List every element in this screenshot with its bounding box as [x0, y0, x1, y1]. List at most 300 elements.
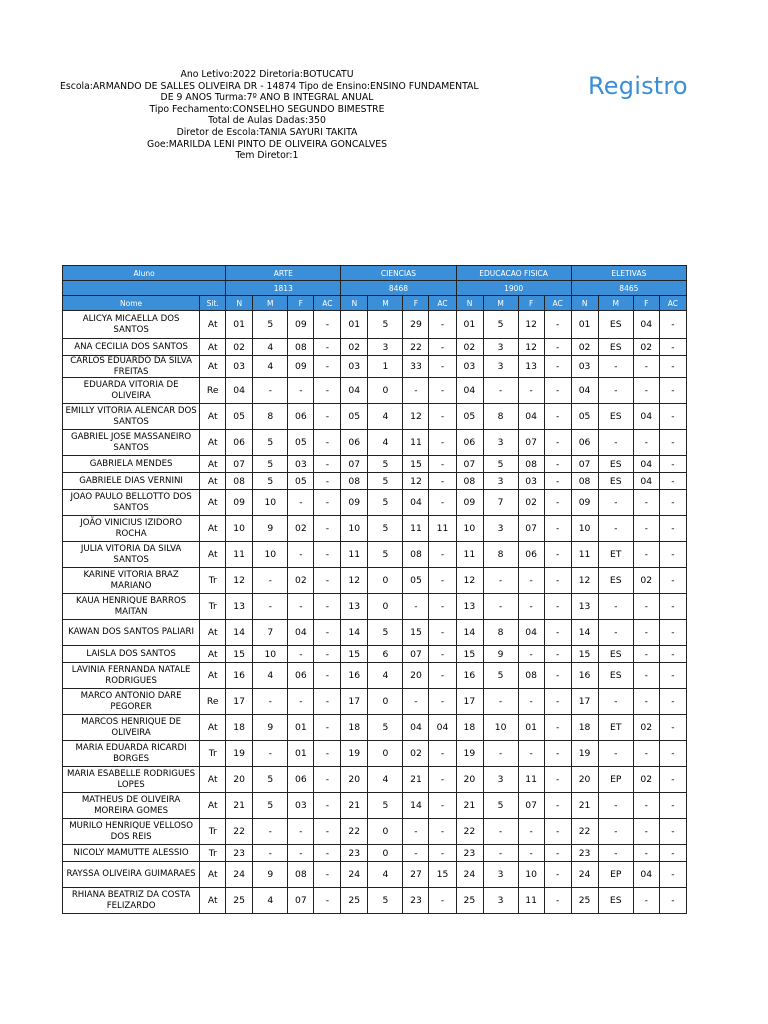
student-name: ALICYA MICAELLA DOS SANTOS: [63, 311, 200, 339]
ciencias-f-cell: -: [403, 845, 429, 862]
edfis-f-cell: 06: [518, 542, 544, 568]
eletivas-f-cell: -: [633, 663, 659, 689]
arte-ac-cell: -: [314, 793, 341, 819]
arte-f-cell: 06: [288, 767, 314, 793]
edfis-n-cell: 20: [456, 767, 483, 793]
arte-ac-cell: -: [314, 430, 341, 456]
col-header-ciencias-f: F: [403, 296, 429, 311]
eletivas-f-cell: 04: [633, 456, 659, 473]
student-situation: Tr: [200, 594, 226, 620]
arte-m-cell: 4: [253, 339, 288, 356]
student-situation: At: [200, 663, 226, 689]
eletivas-f-cell: -: [633, 378, 659, 404]
eletivas-n-cell: 09: [571, 490, 598, 516]
eletivas-ac-cell: -: [659, 311, 686, 339]
arte-ac-cell: -: [314, 339, 341, 356]
ciencias-ac-cell: -: [429, 741, 456, 767]
ciencias-n-cell: 13: [341, 594, 368, 620]
ciencias-m-cell: 5: [368, 715, 403, 741]
arte-f-cell: 02: [288, 568, 314, 594]
eletivas-f-cell: -: [633, 594, 659, 620]
ciencias-ac-cell: -: [429, 568, 456, 594]
arte-f-cell: -: [288, 819, 314, 845]
header-row-columns: [63, 296, 687, 311]
edfis-m-cell: 8: [483, 404, 518, 430]
ciencias-f-cell: -: [403, 378, 429, 404]
ciencias-m-cell: 0: [368, 378, 403, 404]
arte-f-cell: 02: [288, 516, 314, 542]
student-name: EMILLY VITORIA ALENCAR DOS SANTOS: [63, 404, 200, 430]
col-header-edfis-m: M: [483, 296, 518, 311]
eletivas-n-cell: 22: [571, 819, 598, 845]
ciencias-m-cell: 5: [368, 473, 403, 490]
edfis-n-cell: 03: [456, 356, 483, 378]
edfis-n-cell: 16: [456, 663, 483, 689]
arte-ac-cell: -: [314, 594, 341, 620]
ciencias-m-cell: 5: [368, 793, 403, 819]
arte-ac-cell: -: [314, 767, 341, 793]
student-name: RHIANA BEATRIZ DA COSTA FELIZARDO: [63, 888, 200, 914]
col-header-eletivas-f: F: [633, 296, 659, 311]
student-situation: Tr: [200, 568, 226, 594]
header-line-escola: Escola:ARMANDO DE SALLES OLIVEIRA DR - 14874 Tipo de Ensino:ENSINO FUNDAMENTAL: [60, 80, 479, 92]
edfis-ac-cell: -: [544, 473, 571, 490]
ciencias-m-cell: 4: [368, 404, 403, 430]
ciencias-f-cell: 20: [403, 663, 429, 689]
ciencias-f-cell: 23: [403, 888, 429, 914]
ciencias-ac-cell: -: [429, 793, 456, 819]
table-row: [63, 646, 687, 663]
arte-m-cell: 9: [253, 715, 288, 741]
ciencias-f-cell: 04: [403, 715, 429, 741]
arte-m-cell: 5: [253, 311, 288, 339]
ciencias-m-cell: 5: [368, 311, 403, 339]
arte-f-cell: 06: [288, 404, 314, 430]
ciencias-f-cell: 22: [403, 339, 429, 356]
edfis-n-cell: 05: [456, 404, 483, 430]
arte-f-cell: 01: [288, 741, 314, 767]
eletivas-m-cell: -: [598, 490, 633, 516]
arte-ac-cell: -: [314, 311, 341, 339]
header-row-codes: [63, 281, 687, 296]
eletivas-ac-cell: -: [659, 568, 686, 594]
ciencias-ac-cell: -: [429, 620, 456, 646]
arte-m-cell: 5: [253, 473, 288, 490]
header-line-fechamento: Tipo Fechamento:CONSELHO SEGUNDO BIMESTRE: [149, 103, 385, 115]
arte-m-cell: 4: [253, 356, 288, 378]
arte-m-cell: 4: [253, 663, 288, 689]
arte-ac-cell: -: [314, 663, 341, 689]
ciencias-f-cell: -: [403, 594, 429, 620]
edfis-f-cell: 10: [518, 862, 544, 888]
arte-m-cell: -: [253, 845, 288, 862]
arte-f-cell: 04: [288, 620, 314, 646]
edfis-ac-cell: -: [544, 862, 571, 888]
eletivas-m-cell: ES: [598, 646, 633, 663]
eletivas-m-cell: -: [598, 689, 633, 715]
student-situation: At: [200, 542, 226, 568]
edfis-m-cell: -: [483, 689, 518, 715]
eletivas-n-cell: 10: [571, 516, 598, 542]
edfis-ac-cell: -: [544, 378, 571, 404]
ciencias-f-cell: 21: [403, 767, 429, 793]
edfis-m-cell: 10: [483, 715, 518, 741]
col-header-edfis-n: N: [456, 296, 483, 311]
ciencias-f-cell: 04: [403, 490, 429, 516]
edfis-ac-cell: -: [544, 888, 571, 914]
table-row: [63, 594, 687, 620]
eletivas-f-cell: -: [633, 646, 659, 663]
table-row: [63, 356, 687, 378]
table-row: [63, 715, 687, 741]
ciencias-m-cell: 5: [368, 490, 403, 516]
edfis-n-cell: 02: [456, 339, 483, 356]
arte-f-cell: -: [288, 378, 314, 404]
col-header-ciencias-n: N: [341, 296, 368, 311]
edfis-f-cell: 07: [518, 793, 544, 819]
student-name: EDUARDA VITORIA DE OLIVEIRA: [63, 378, 200, 404]
eletivas-n-cell: 08: [571, 473, 598, 490]
ciencias-ac-cell: -: [429, 888, 456, 914]
arte-m-cell: 5: [253, 767, 288, 793]
arte-m-cell: 5: [253, 430, 288, 456]
table-row: [63, 819, 687, 845]
ciencias-f-cell: 07: [403, 646, 429, 663]
student-name: JULIA VITORIA DA SILVA SANTOS: [63, 542, 200, 568]
eletivas-m-cell: ES: [598, 663, 633, 689]
student-name: MARIA EDUARDA RICARDI BORGES: [63, 741, 200, 767]
edfis-ac-cell: -: [544, 715, 571, 741]
edfis-f-cell: 07: [518, 430, 544, 456]
eletivas-f-cell: 04: [633, 473, 659, 490]
table-row: [63, 490, 687, 516]
ciencias-f-cell: 12: [403, 473, 429, 490]
arte-m-cell: -: [253, 568, 288, 594]
student-situation: At: [200, 490, 226, 516]
eletivas-ac-cell: -: [659, 689, 686, 715]
subject-educacao-fisica-code: 1900: [456, 281, 571, 296]
header-line-diretor: Diretor de Escola:TANIA SAYURI TAKITA: [176, 126, 358, 138]
student-situation: At: [200, 311, 226, 339]
table-row: [63, 620, 687, 646]
eletivas-ac-cell: -: [659, 620, 686, 646]
edfis-n-cell: 06: [456, 430, 483, 456]
edfis-m-cell: 8: [483, 620, 518, 646]
ciencias-n-cell: 12: [341, 568, 368, 594]
ciencias-n-cell: 08: [341, 473, 368, 490]
arte-f-cell: 03: [288, 793, 314, 819]
arte-n-cell: 07: [226, 456, 253, 473]
edfis-n-cell: 10: [456, 516, 483, 542]
edfis-m-cell: 3: [483, 888, 518, 914]
eletivas-f-cell: -: [633, 819, 659, 845]
student-situation: At: [200, 862, 226, 888]
student-situation: Tr: [200, 845, 226, 862]
student-name: NICOLY MAMUTTE ALESSIO: [63, 845, 200, 862]
ciencias-m-cell: 0: [368, 689, 403, 715]
edfis-m-cell: 3: [483, 862, 518, 888]
edfis-m-cell: 5: [483, 456, 518, 473]
arte-m-cell: 5: [253, 793, 288, 819]
arte-n-cell: 11: [226, 542, 253, 568]
arte-m-cell: -: [253, 741, 288, 767]
edfis-n-cell: 21: [456, 793, 483, 819]
ciencias-ac-cell: -: [429, 473, 456, 490]
col-header-eletivas-m: M: [598, 296, 633, 311]
edfis-n-cell: 19: [456, 741, 483, 767]
edfis-ac-cell: -: [544, 689, 571, 715]
arte-n-cell: 25: [226, 888, 253, 914]
arte-f-cell: -: [288, 646, 314, 663]
edfis-m-cell: 3: [483, 767, 518, 793]
eletivas-f-cell: -: [633, 356, 659, 378]
eletivas-ac-cell: -: [659, 819, 686, 845]
arte-n-cell: 23: [226, 845, 253, 862]
eletivas-ac-cell: -: [659, 430, 686, 456]
arte-n-cell: 01: [226, 311, 253, 339]
arte-f-cell: 05: [288, 430, 314, 456]
arte-f-cell: -: [288, 845, 314, 862]
edfis-ac-cell: -: [544, 741, 571, 767]
table-row: [63, 568, 687, 594]
arte-n-cell: 14: [226, 620, 253, 646]
table-row: [63, 767, 687, 793]
ciencias-n-cell: 18: [341, 715, 368, 741]
ciencias-f-cell: 15: [403, 456, 429, 473]
eletivas-ac-cell: -: [659, 594, 686, 620]
edfis-n-cell: 11: [456, 542, 483, 568]
ciencias-ac-cell: -: [429, 378, 456, 404]
arte-f-cell: 03: [288, 456, 314, 473]
edfis-ac-cell: -: [544, 516, 571, 542]
edfis-f-cell: -: [518, 646, 544, 663]
eletivas-n-cell: 02: [571, 339, 598, 356]
table-row: [63, 663, 687, 689]
student-name: KARINE VITORIA BRAZ MARIANO: [63, 568, 200, 594]
student-name: GABRIELA MENDES: [63, 456, 200, 473]
col-header-arte-f: F: [288, 296, 314, 311]
student-situation: Re: [200, 378, 226, 404]
edfis-ac-cell: -: [544, 456, 571, 473]
eletivas-f-cell: 04: [633, 311, 659, 339]
eletivas-f-cell: 02: [633, 339, 659, 356]
edfis-f-cell: 12: [518, 339, 544, 356]
edfis-ac-cell: -: [544, 311, 571, 339]
student-name: JOÃO VINICIUS IZIDORO ROCHA: [63, 516, 200, 542]
edfis-n-cell: 01: [456, 311, 483, 339]
arte-ac-cell: -: [314, 845, 341, 862]
header-line-ano-letivo: Ano Letivo:2022 Diretoria:BOTUCATU: [180, 69, 354, 80]
header-line-turma: DE 9 ANOS Turma:7º ANO B INTEGRAL ANUAL: [160, 92, 374, 104]
ciencias-f-cell: 27: [403, 862, 429, 888]
student-name: GABRIELE DIAS VERNINI: [63, 473, 200, 490]
student-situation: At: [200, 715, 226, 741]
arte-ac-cell: -: [314, 542, 341, 568]
arte-ac-cell: -: [314, 741, 341, 767]
arte-m-cell: -: [253, 594, 288, 620]
ciencias-n-cell: 16: [341, 663, 368, 689]
edfis-f-cell: 08: [518, 456, 544, 473]
arte-f-cell: 05: [288, 473, 314, 490]
ciencias-f-cell: 29: [403, 311, 429, 339]
edfis-ac-cell: -: [544, 646, 571, 663]
eletivas-ac-cell: -: [659, 767, 686, 793]
student-situation: At: [200, 456, 226, 473]
eletivas-f-cell: -: [633, 490, 659, 516]
eletivas-n-cell: 17: [571, 689, 598, 715]
arte-ac-cell: -: [314, 356, 341, 378]
student-situation: At: [200, 767, 226, 793]
arte-n-cell: 05: [226, 404, 253, 430]
ciencias-n-cell: 04: [341, 378, 368, 404]
edfis-n-cell: 24: [456, 862, 483, 888]
eletivas-ac-cell: -: [659, 715, 686, 741]
eletivas-ac-cell: -: [659, 646, 686, 663]
subject-eletivas-header: ELETIVAS: [571, 266, 686, 281]
edfis-n-cell: 25: [456, 888, 483, 914]
eletivas-f-cell: -: [633, 741, 659, 767]
eletivas-n-cell: 01: [571, 311, 598, 339]
eletivas-m-cell: ET: [598, 715, 633, 741]
eletivas-m-cell: -: [598, 845, 633, 862]
ciencias-m-cell: 5: [368, 620, 403, 646]
arte-ac-cell: -: [314, 888, 341, 914]
edfis-ac-cell: -: [544, 620, 571, 646]
eletivas-f-cell: -: [633, 689, 659, 715]
arte-m-cell: 9: [253, 862, 288, 888]
ciencias-m-cell: 4: [368, 430, 403, 456]
arte-m-cell: 5: [253, 456, 288, 473]
edfis-f-cell: -: [518, 594, 544, 620]
col-header-arte-m: M: [253, 296, 288, 311]
ciencias-ac-cell: -: [429, 689, 456, 715]
header-line-total-aulas: Total de Aulas Dadas:350: [208, 115, 326, 127]
arte-n-cell: 10: [226, 516, 253, 542]
eletivas-ac-cell: -: [659, 356, 686, 378]
edfis-m-cell: 3: [483, 356, 518, 378]
eletivas-ac-cell: -: [659, 862, 686, 888]
edfis-f-cell: 08: [518, 663, 544, 689]
student-situation: At: [200, 430, 226, 456]
table-row: [63, 473, 687, 490]
student-name: RAYSSA OLIVEIRA GUIMARAES: [63, 862, 200, 888]
ciencias-ac-cell: -: [429, 542, 456, 568]
ciencias-f-cell: 15: [403, 620, 429, 646]
eletivas-ac-cell: -: [659, 378, 686, 404]
ciencias-f-cell: 33: [403, 356, 429, 378]
table-row: [63, 845, 687, 862]
student-situation: At: [200, 516, 226, 542]
edfis-ac-cell: -: [544, 845, 571, 862]
eletivas-m-cell: ES: [598, 311, 633, 339]
table-row: [63, 689, 687, 715]
student-situation: At: [200, 339, 226, 356]
table-row: [63, 456, 687, 473]
ciencias-ac-cell: 04: [429, 715, 456, 741]
arte-m-cell: 7: [253, 620, 288, 646]
ciencias-n-cell: 03: [341, 356, 368, 378]
edfis-f-cell: 07: [518, 516, 544, 542]
eletivas-f-cell: 02: [633, 715, 659, 741]
arte-ac-cell: -: [314, 620, 341, 646]
table-row: [63, 793, 687, 819]
edfis-f-cell: 02: [518, 490, 544, 516]
ciencias-ac-cell: -: [429, 356, 456, 378]
ciencias-n-cell: 21: [341, 793, 368, 819]
eletivas-ac-cell: -: [659, 339, 686, 356]
arte-f-cell: -: [288, 689, 314, 715]
edfis-m-cell: 5: [483, 311, 518, 339]
student-situation: At: [200, 793, 226, 819]
col-header-edfis-f: F: [518, 296, 544, 311]
arte-ac-cell: -: [314, 473, 341, 490]
arte-n-cell: 09: [226, 490, 253, 516]
ciencias-m-cell: 4: [368, 862, 403, 888]
arte-n-cell: 18: [226, 715, 253, 741]
edfis-ac-cell: -: [544, 568, 571, 594]
edfis-m-cell: -: [483, 378, 518, 404]
student-situation: At: [200, 404, 226, 430]
edfis-n-cell: 22: [456, 819, 483, 845]
student-name: MARCO ANTONIO DARE PEGORER: [63, 689, 200, 715]
arte-ac-cell: -: [314, 646, 341, 663]
col-header-ciencias-ac: AC: [429, 296, 456, 311]
arte-ac-cell: -: [314, 689, 341, 715]
eletivas-m-cell: -: [598, 430, 633, 456]
arte-n-cell: 08: [226, 473, 253, 490]
ciencias-ac-cell: -: [429, 311, 456, 339]
eletivas-n-cell: 25: [571, 888, 598, 914]
eletivas-m-cell: ES: [598, 339, 633, 356]
arte-f-cell: 06: [288, 663, 314, 689]
edfis-ac-cell: -: [544, 793, 571, 819]
ciencias-m-cell: 5: [368, 888, 403, 914]
edfis-m-cell: 3: [483, 339, 518, 356]
student-situation: At: [200, 473, 226, 490]
edfis-f-cell: -: [518, 819, 544, 845]
eletivas-m-cell: -: [598, 516, 633, 542]
student-name: MATHEUS DE OLIVEIRA MOREIRA GOMES: [63, 793, 200, 819]
edfis-m-cell: 7: [483, 490, 518, 516]
student-situation: Re: [200, 689, 226, 715]
edfis-m-cell: 9: [483, 646, 518, 663]
student-name: MARIA ESABELLE RODRIGUES LOPES: [63, 767, 200, 793]
grades-table-body: [63, 311, 687, 914]
header-line-tem-diretor: Tem Diretor:1: [235, 150, 299, 162]
edfis-n-cell: 04: [456, 378, 483, 404]
eletivas-n-cell: 16: [571, 663, 598, 689]
eletivas-ac-cell: -: [659, 404, 686, 430]
eletivas-m-cell: ES: [598, 888, 633, 914]
subject-arte-header: ARTE: [226, 266, 341, 281]
arte-m-cell: 10: [253, 542, 288, 568]
eletivas-f-cell: -: [633, 516, 659, 542]
edfis-ac-cell: -: [544, 819, 571, 845]
student-situation: At: [200, 620, 226, 646]
arte-f-cell: -: [288, 594, 314, 620]
arte-ac-cell: -: [314, 516, 341, 542]
arte-f-cell: -: [288, 542, 314, 568]
edfis-m-cell: -: [483, 594, 518, 620]
arte-f-cell: 07: [288, 888, 314, 914]
ciencias-ac-cell: 11: [429, 516, 456, 542]
eletivas-n-cell: 13: [571, 594, 598, 620]
subject-ciencias-code: 8468: [341, 281, 456, 296]
eletivas-f-cell: -: [633, 620, 659, 646]
eletivas-m-cell: -: [598, 356, 633, 378]
arte-ac-cell: -: [314, 456, 341, 473]
eletivas-ac-cell: -: [659, 542, 686, 568]
